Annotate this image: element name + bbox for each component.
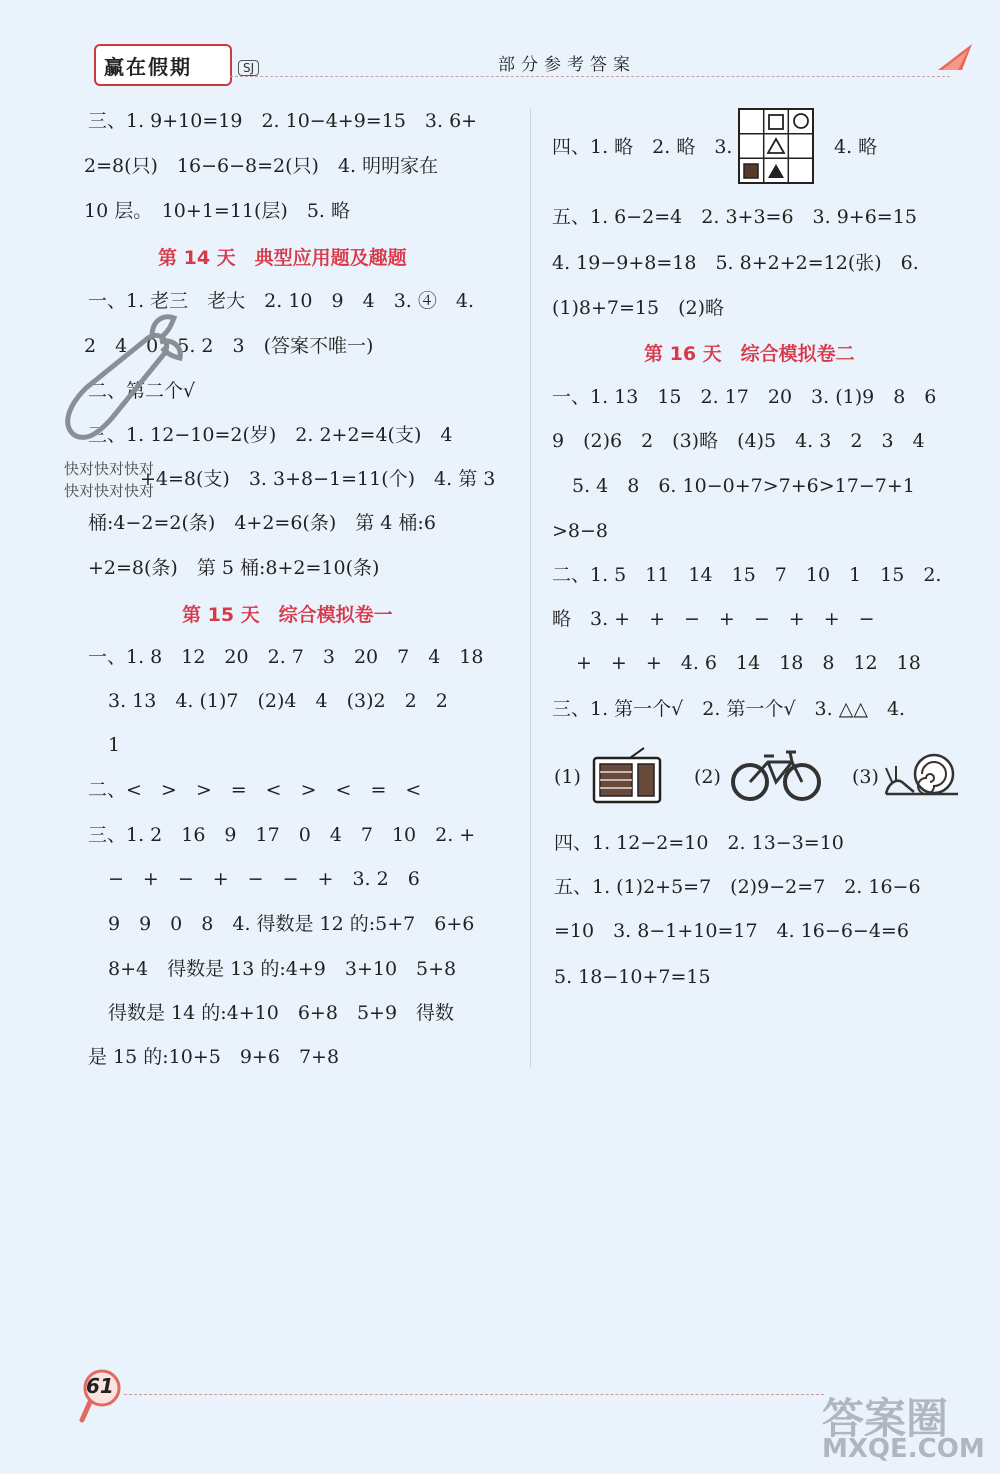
answer-line: 是 15 的:10+5 9+6 7+8 [88, 1046, 340, 1068]
answer-line: 四、1. 略 2. 略 3. [552, 136, 733, 158]
radio-icon [592, 746, 662, 804]
option-label: (3) [852, 766, 879, 788]
answer-line: 略 3. + + − + − + + − [552, 608, 875, 630]
answer-line: 2 4 0 5. 2 3 (答案不唯一) [84, 335, 374, 357]
answer-line: 三、1. 9+10=19 2. 10−4+9=15 3. 6+ [88, 110, 478, 132]
answer-line: 一、1. 老三 老大 2. 10 9 4 3. ④ 4. [88, 290, 474, 312]
header-divider [230, 76, 950, 77]
section-heading-day16: 第 16 天 综合模拟卷二 [644, 343, 855, 365]
answer-line: +4=8(支) 3. 3+8−1=11(个) 4. 第 3 [140, 468, 496, 490]
page-title: 部分参考答案 [498, 55, 636, 75]
answer-line: 五、1. 6−2=4 2. 3+3=6 3. 9+6=15 [552, 206, 917, 228]
page-number: 61 [86, 1374, 114, 1398]
answer-line: +2=8(条) 第 5 桶:8+2=10(条) [88, 557, 380, 579]
section-heading-day14: 第 14 天 典型应用题及趣题 [158, 247, 407, 269]
corner-ribbon-icon [938, 44, 972, 70]
answer-line: 3. 13 4. (1)7 (2)4 4 (3)2 2 2 [108, 690, 448, 712]
answer-line: 1 [108, 734, 121, 756]
answer-line: 桶:4−2=2(条) 4+2=6(条) 第 4 桶:6 [88, 512, 436, 534]
answer-line: 三、1. 第一个√ 2. 第一个√ 3. △△ 4. [552, 698, 906, 720]
answer-line: 4. 19−9+8=18 5. 8+2+2=12(张) 6. [552, 252, 919, 274]
answer-line: 4. 略 [834, 136, 878, 158]
answer-line: 8+4 得数是 13 的:4+9 3+10 5+8 [108, 958, 457, 980]
carrot-icon [56, 308, 186, 448]
edition-badge: SJ [238, 60, 259, 76]
answer-line: 5. 18−10+7=15 [554, 966, 711, 988]
answer-line: =10 3. 8−1+10=17 4. 16−6−4=6 [554, 920, 909, 942]
answer-line: 5. 4 8 6. 10−0+7>7+6>17−7+1 [572, 475, 915, 497]
answer-line: 二、< > > = < > < = < [88, 779, 422, 801]
footer-divider [124, 1394, 824, 1395]
answer-line: 10 层。 10+1=11(层) 5. 略 [84, 200, 350, 222]
answer-line: 一、1. 8 12 20 2. 7 3 20 7 4 18 [88, 646, 484, 668]
answer-line: 9 9 0 8 4. 得数是 12 的:5+7 6+6 [108, 913, 475, 935]
option-label: (1) [554, 766, 581, 788]
brand-text: 赢在假期 [104, 55, 192, 79]
shape-grid-icon [738, 108, 814, 184]
brand-logo [94, 44, 232, 86]
answer-line: 三、1. 2 16 9 17 0 4 7 10 2. + [88, 824, 476, 846]
watermark-url: MXQE.COM [822, 1434, 985, 1464]
watermark-logo: 答案圈 [822, 1394, 949, 1443]
snail-icon [880, 748, 964, 800]
page-header [0, 0, 1000, 90]
answer-line: 得数是 14 的:4+10 6+8 5+9 得数 [108, 1002, 455, 1024]
answer-line: >8−8 [552, 520, 609, 542]
bicycle-icon [730, 748, 822, 802]
answer-line: 一、1. 13 15 2. 17 20 3. (1)9 8 6 [552, 386, 937, 408]
answer-line: 二、1. 5 11 14 15 7 10 1 15 2. [552, 564, 942, 586]
answer-line: 9 (2)6 2 (3)略 (4)5 4. 3 2 3 4 [552, 430, 925, 452]
answer-line: − + − + − − + 3. 2 6 [108, 868, 420, 890]
answer-line: 三、1. 12−10=2(岁) 2. 2+2=4(支) 4 [88, 424, 453, 446]
answer-line: + + + 4. 6 14 18 8 12 18 [576, 652, 921, 674]
answer-line: 四、1. 12−2=10 2. 13−3=10 [554, 832, 844, 854]
section-heading-day15: 第 15 天 综合模拟卷一 [182, 604, 393, 626]
option-label: (2) [694, 766, 721, 788]
watermark-text: 快对快对快对 [64, 460, 155, 478]
watermark-text: 快对快对快对 [64, 482, 155, 500]
answer-line: 2=8(只) 16−6−8=2(只) 4. 明明家在 [84, 155, 439, 177]
answer-line: 二、第二个√ [88, 380, 196, 402]
answer-line: 五、1. (1)2+5=7 (2)9−2=7 2. 16−6 [554, 876, 921, 898]
answer-line: (1)8+7=15 (2)略 [552, 297, 725, 319]
column-divider [530, 108, 531, 1068]
